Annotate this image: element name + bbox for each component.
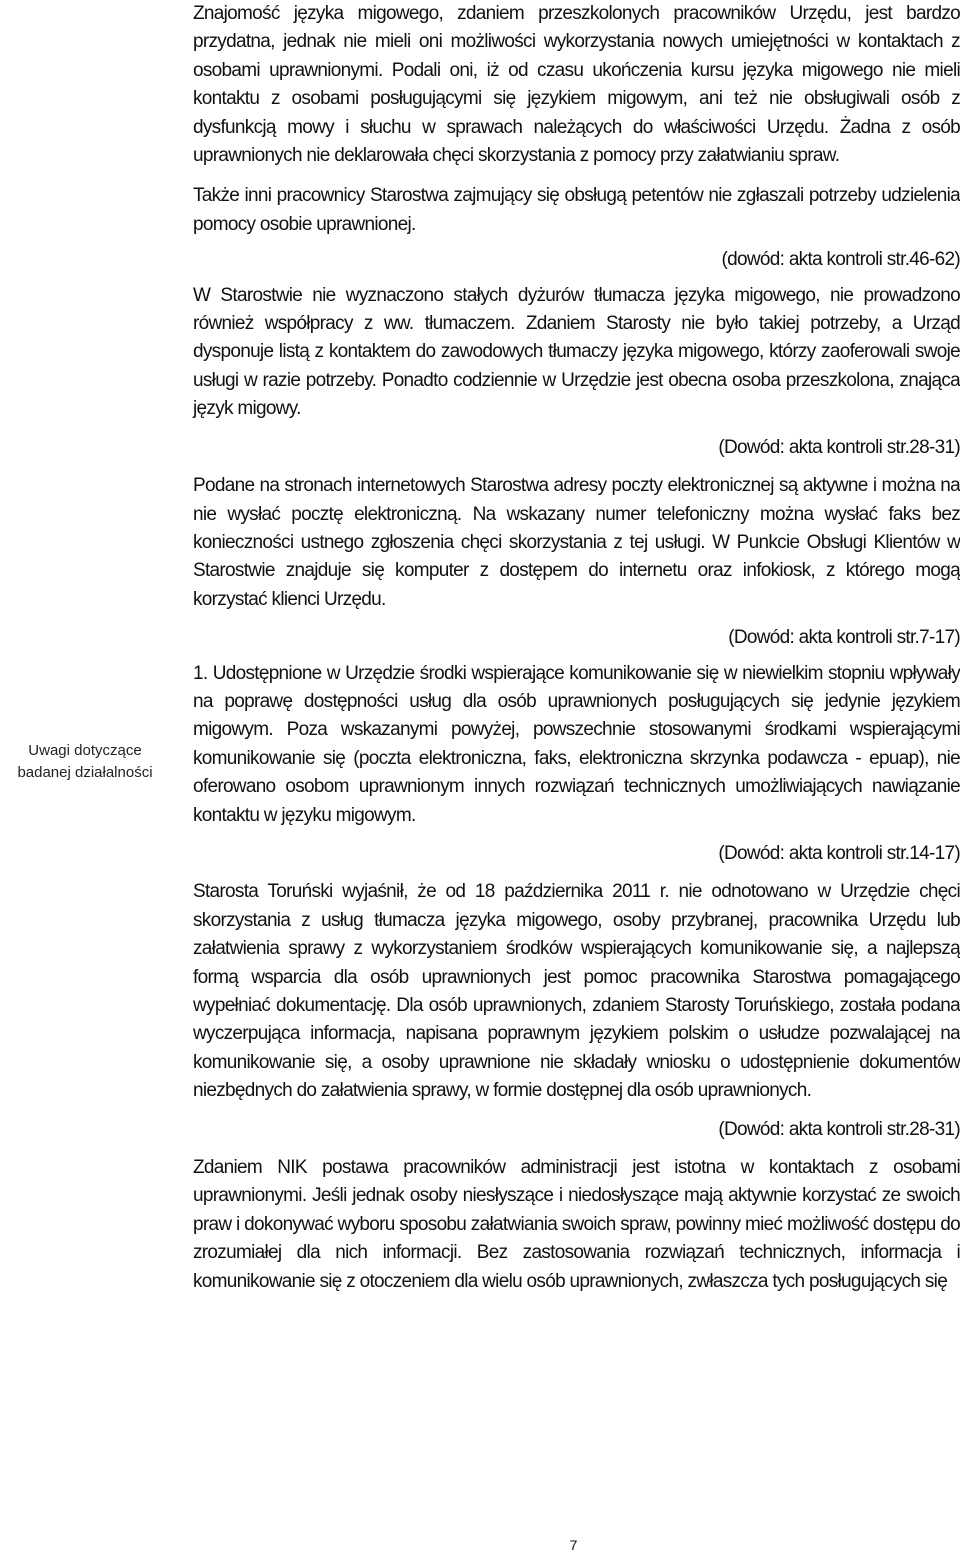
paragraph-other-staff: Także inni pracownicy Starostwa zajmujący się obsługą petentów nie zgłaszali potrzeby udzielenia pomocy osobie uprawnionej.	[193, 185, 960, 235]
evidence-reference: (Dowód: akta kontroli str.14-17)	[718, 842, 960, 864]
document-body	[193, 0, 960, 1296]
page-number: 7	[569, 1537, 578, 1553]
evidence-reference: (dowód: akta kontroli str.46-62)	[721, 249, 960, 271]
paragraph-interpreter-duty: W Starostwie nie wyznaczono stałych dyżurów tłumacza języka migowego, nie prowadzono również współpracy z ww. tłumaczem. Zdaniem Starosty nie było takiej potrzeby, a Urząd dysponuje listą z kontaktem do zawodowych tłumaczy języka migowego, którzy zaoferowali swoje usługi w razie potrzeby. Ponadto codziennie w Urzędzie jest obecna osoba przeszkolona, znająca język migowy.	[193, 284, 960, 420]
paragraph-starosta-explanation: Starosta Toruński wyjaśnił, że od 18 października 2011 r. nie odnotowano w Urzędzie chęci skorzystania z usług tłumacza języka migowego, osoby przybranej, pracownika Urzędu lub załatwienia sprawy z wykorzystaniem środków wspierających komunikowanie się, a najlepszą formą wsparcia dla osób uprawnionych jest pomoc pracownika Starostwa pomagającego wypełniać dokumentację. Dla osób uprawnionych, zdaniem Starosty Toruńskiego, została podana wyczerpująca informacja, napisana poprawnym językiem polskim o usłudze pozwalającej na komunikowanie się, a osoby uprawnione nie składały wniosku o udostępnienie dokumentów niezbędnych do załatwienia sprawy, w formie dostępnej dla osób uprawnionych.	[193, 881, 960, 1102]
paragraph-nik-opinion: Zdaniem NIK postawa pracowników administracji jest istotna w kontaktach z osobami uprawnionymi. Jeśli jednak osoby niesłyszące i niedosłyszące mają aktywnie korzystać ze swoich praw i dokonywać wyboru sposobu załatwiania swoich spraw, powinny mieć możliwość dostępu do zrozumiałej dla nich informacji. Bez zastosowania rozwiązań technicznych, informacja i komunikowanie się z otoczeniem dla wielu osób uprawnionych, zwłaszcza tych posługujących się	[193, 1157, 960, 1292]
paragraph-electronic-contact: Podane na stronach internetowych Starostwa adresy poczty elektronicznej są aktywne i można na nie wysłać pocztę elektroniczną. Na wskazany numer telefoniczny można wysłać faks bez konieczności ustnego zgłoszenia chęci skorzystania z tej usługi. W Punkcie Obsługi Klientów w Starostwie znajduje się komputer z dostępem do internetu oraz infokiosk, z którego mogą korzystać klienci Urzędu.	[193, 475, 960, 610]
section-side-label: Uwagi dotyczące badanej działalności	[17, 742, 153, 781]
paragraph-finding-1: 1. Udostępnione w Urzędzie środki wspierające komunikowanie się w niewielkim stopniu wpływały na poprawę dostępności usług dla osób uprawnionych posługujących się jedynie językiem migowym. Poza wskazanymi powyżej, powszechnie stosowanymi środkami wspierającymi komunikowanie się (poczta elektroniczna, faks, elektroniczna skrzynka podawcza - epuap), nie oferowano osobom uprawnionym innych rozwiązań technicznych umożliwiających nawiązanie kontaktu w języku migowym.	[193, 662, 960, 826]
evidence-reference: (Dowód: akta kontroli str.28-31)	[718, 1118, 960, 1140]
evidence-reference: (Dowód: akta kontroli str.7-17)	[728, 627, 960, 649]
paragraph-sign-language-knowledge: Znajomość języka migowego, zdaniem przeszkolonych pracowników Urzędu, jest bardzo przydatna, jednak nie mieli oni możliwości wykorzystania nowych umiejętności w kontaktach z osobami uprawnionymi. Podali oni, iż od czasu ukończenia kursu języka migowego nie mieli kontaktu z osobami posługującymi się językiem migowym, ani też nie obsługiwali osób z dysfunkcją mowy i słuchu w sprawach należących do właściwości Urzędu. Żadna z osób uprawnionych nie deklarowała chęci skorzystania z pomocy przy załatwianiu spraw.	[193, 3, 960, 167]
evidence-reference: (Dowód: akta kontroli str.28-31)	[718, 436, 960, 458]
